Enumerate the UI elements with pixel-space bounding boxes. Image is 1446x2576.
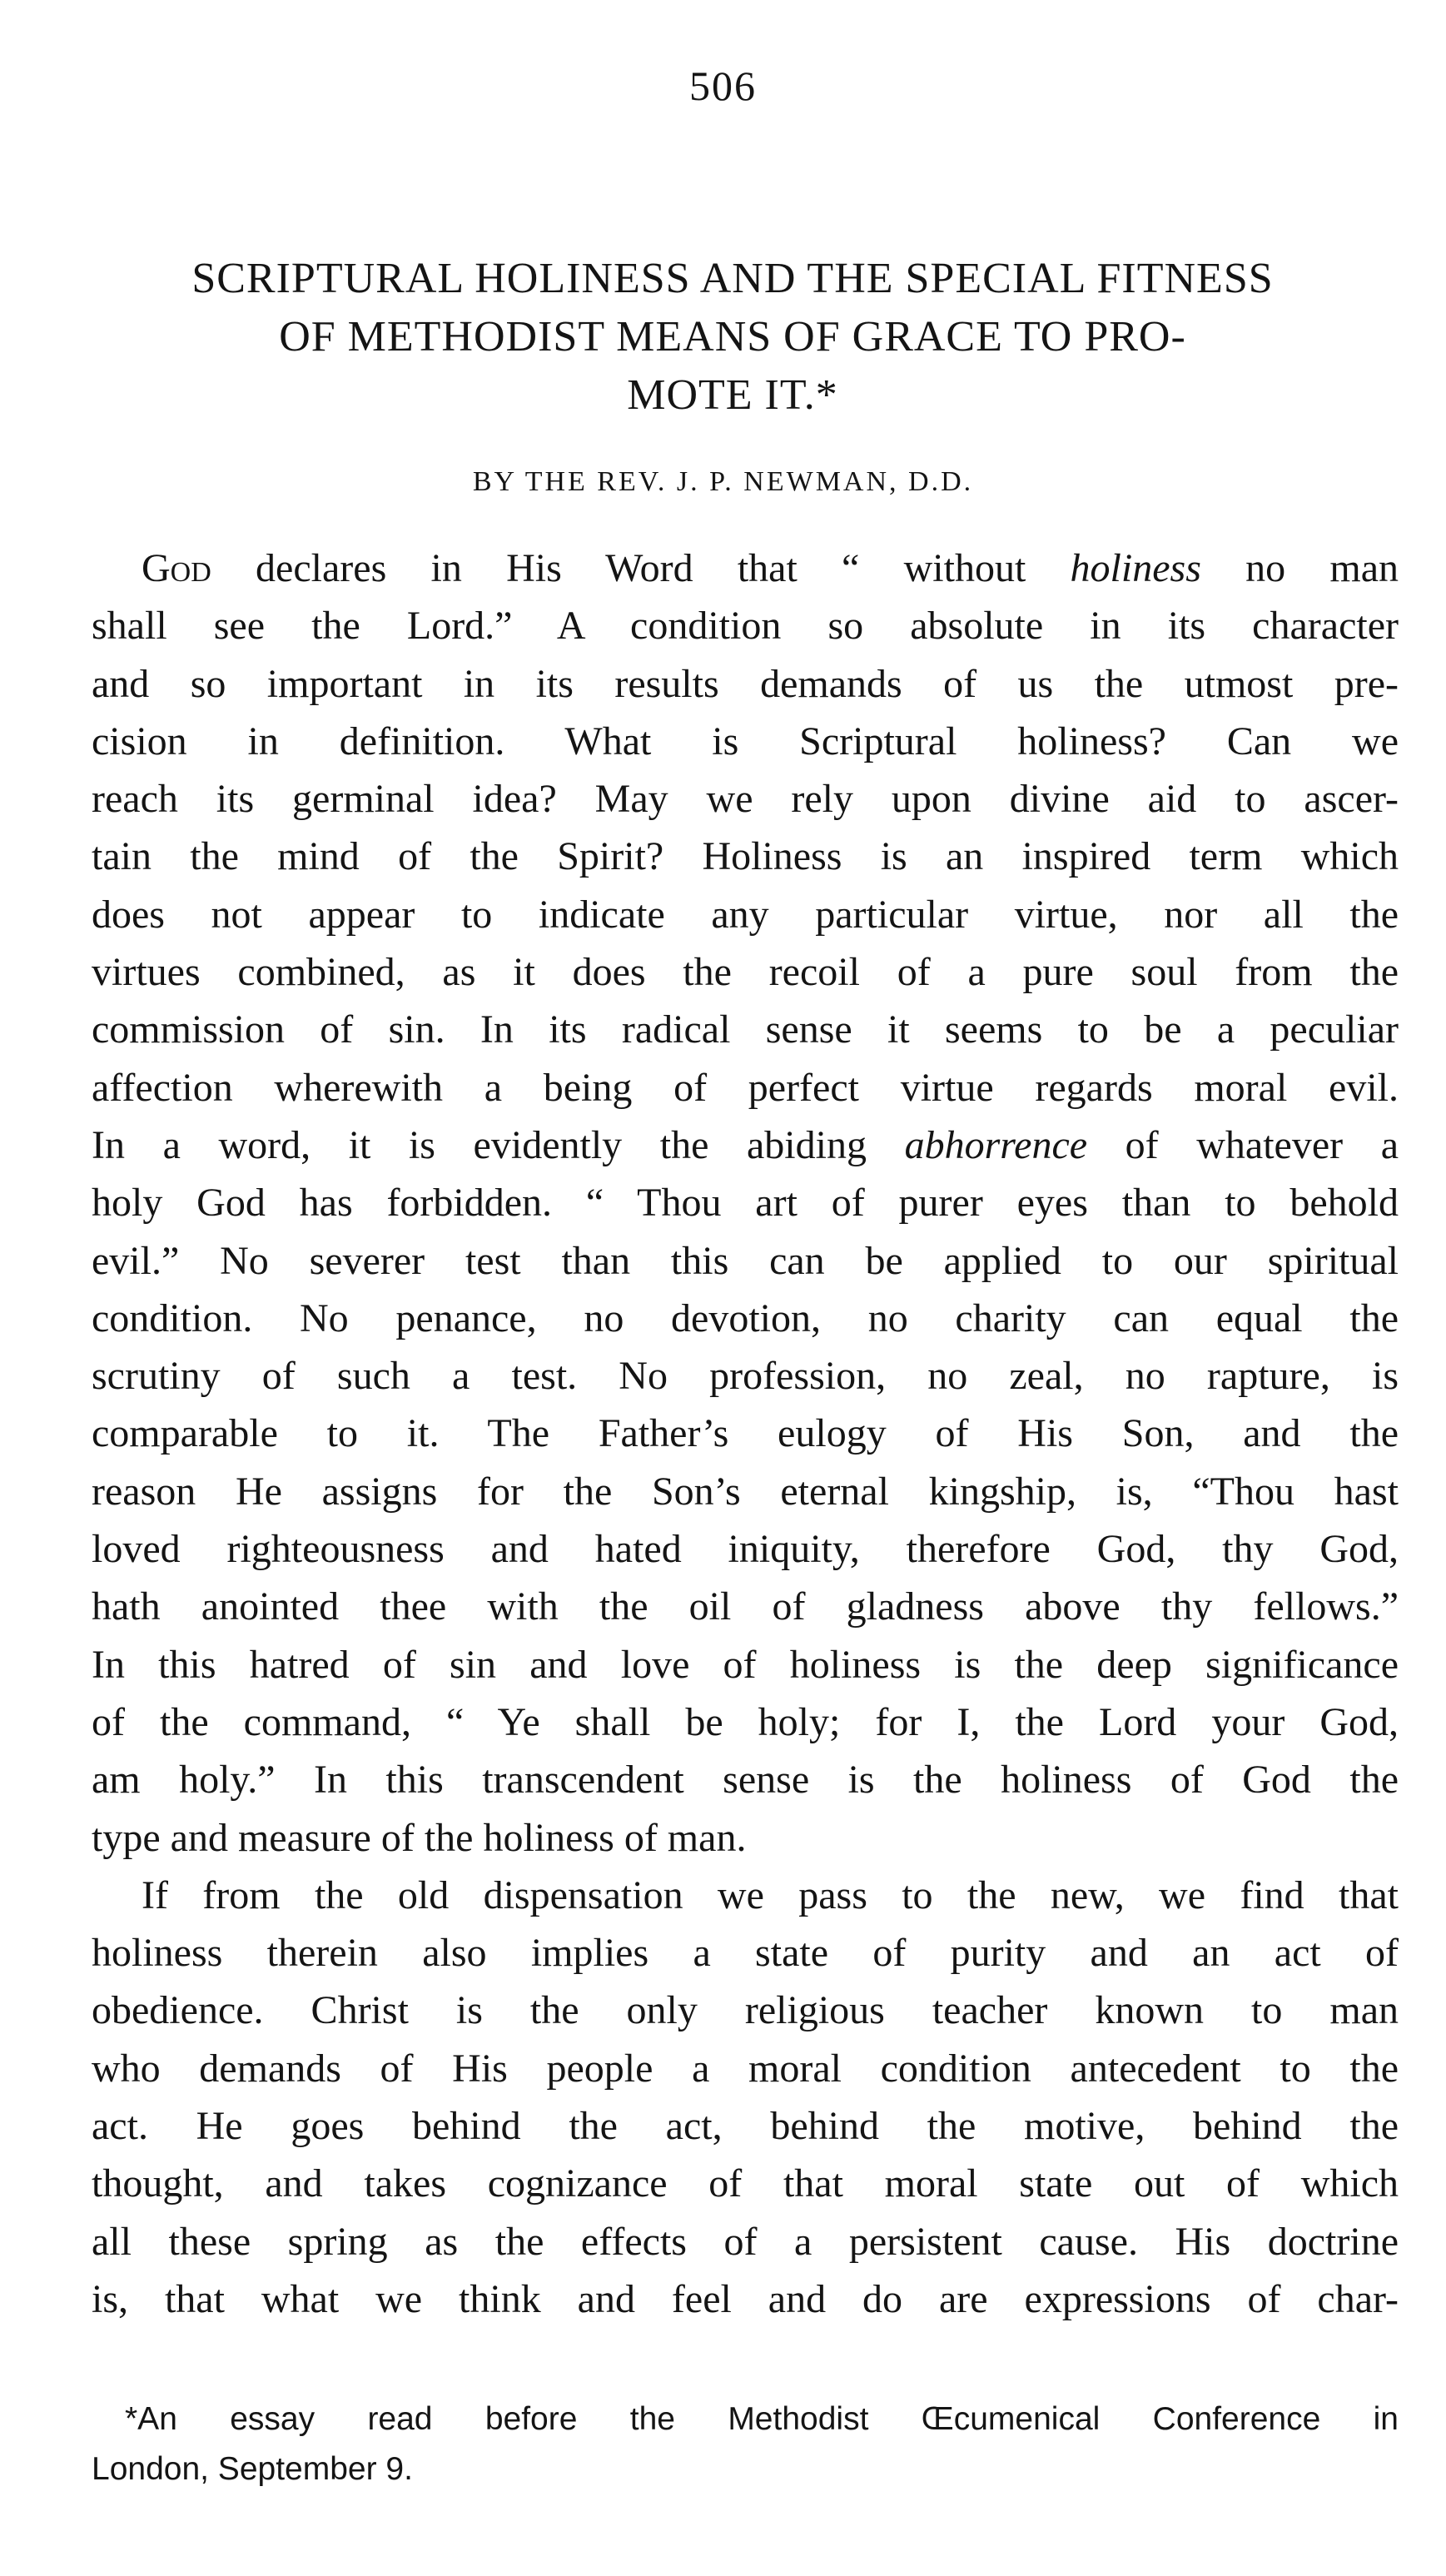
page-number: 506 (689, 62, 757, 109)
text-line: type and measure of the holiness of man. (92, 1815, 747, 1860)
text-line: cision in definition. What is Scriptural holiness? Can we (92, 719, 1399, 763)
text-line: loved righteousness and hated iniquity, therefore God, thy God, (92, 1527, 1399, 1572)
text-line: In a word, it is evidently the abiding abhorrence of whatever a (92, 1122, 1399, 1167)
author-byline: BY THE REV. J. P. NEWMAN, D.D. (472, 466, 974, 497)
paragraph-2 (92, 1867, 1399, 2328)
text-line (92, 540, 1399, 597)
text-line: holy God has forbidden. “ Thou art of purer eyes than to behold (92, 1181, 1399, 1226)
title-line: OF METHODIST MEANS OF GRACE TO PRO- (279, 313, 1186, 361)
text-line: holiness therein also implies a state of purity and an act of (92, 1931, 1399, 1976)
footnote-line: *An essay read before the Methodist Œcumenical Conference in (125, 2401, 1399, 2437)
title-line: MOTE IT.* (627, 371, 838, 419)
text-line: commission of sin. In its radical sense it seems to be a peculiar (92, 1007, 1399, 1052)
text-line: is, that what we think and feel and do are expressions of char- (92, 2276, 1399, 2321)
text-line-rest: declares in His Word that “ without holiness no man (211, 546, 1399, 590)
text-line: affection wherewith a being of perfect virtue regards moral evil. (92, 1065, 1399, 1110)
lead-word: God (142, 546, 211, 590)
text-line: In this hatred of sin and love of holiness is the deep significance (92, 1642, 1399, 1687)
text-line: does not appear to indicate any particular virtue, nor all the (92, 892, 1399, 937)
text-line: condition. No penance, no devotion, no charity can equal the (92, 1295, 1399, 1340)
text-line: reason He assigns for the Son’s eternal kingship, is, “Thou hast (92, 1469, 1399, 1514)
text-line: shall see the Lord.” A condition so absolute in its character (92, 604, 1399, 649)
text-line: obedience. Christ is the only religious teacher known to man (92, 1988, 1399, 2033)
text-line: act. He goes behind the act, behind the motive, behind the (92, 2104, 1399, 2149)
text-line: am holy.” In this transcendent sense is the holiness of God the (92, 1758, 1399, 1803)
text-line: of the command, “ Ye shall be holy; for I, the Lord your God, (92, 1699, 1399, 1744)
text-line: thought, and takes cognizance of that moral state out of which (92, 2161, 1399, 2206)
text-line: evil.” No severer test than this can be applied to our spiritual (92, 1238, 1399, 1283)
text-line: all these spring as the effects of a persistent cause. His doctrine (92, 2219, 1399, 2264)
title-line: SCRIPTURAL HOLINESS AND THE SPECIAL FITNESS (191, 255, 1274, 302)
article-title (83, 250, 1382, 425)
footnote-line: London, September 9. (92, 2451, 413, 2487)
text-line: reach its germinal idea? May we rely upon divine aid to ascer- (92, 777, 1399, 822)
text-line: virtues combined, as it does the recoil of a pure soul from the (92, 950, 1399, 995)
text-line: hath anointed thee with the oil of gladness above thy fellows.” (92, 1584, 1399, 1629)
footnote (92, 2394, 1399, 2494)
text-line: and so important in its results demands of us the utmost pre- (92, 661, 1399, 706)
article-body (92, 540, 1399, 2328)
text-line: If from the old dispensation we pass to the new, we find that (142, 1872, 1399, 1917)
text-line: who demands of His people a moral condition antecedent to the (92, 2046, 1399, 2091)
paragraph-1 (92, 540, 1399, 1867)
text-line: tain the mind of the Spirit? Holiness is an inspired term which (92, 834, 1399, 879)
text-line: comparable to it. The Father’s eulogy of His Son, and the (92, 1411, 1399, 1456)
text-line: scrutiny of such a test. No profession, no zeal, no rapture, is (92, 1354, 1399, 1399)
